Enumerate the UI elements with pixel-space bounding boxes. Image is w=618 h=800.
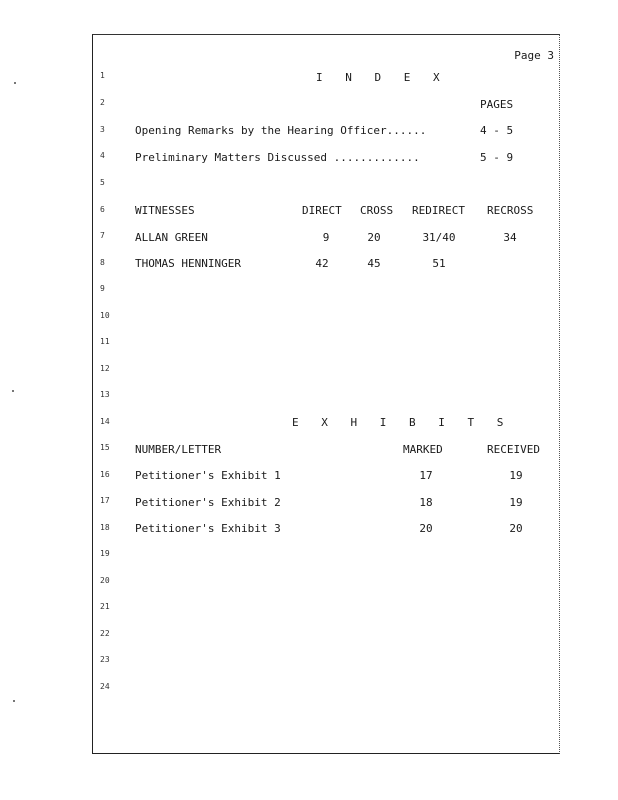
transcript-page-frame <box>92 34 560 754</box>
exhibit-name: Petitioner's Exhibit 1 <box>135 469 281 482</box>
line-number: 3 <box>100 125 105 134</box>
scan-speck <box>12 390 14 392</box>
index-entry-pages: 5 - 9 <box>480 151 514 164</box>
line-number: 12 <box>100 364 110 373</box>
witness-redirect: 51 <box>432 257 446 270</box>
line-number: 21 <box>100 602 110 611</box>
witness-name: THOMAS HENNINGER <box>135 257 241 270</box>
line-number: 1 <box>100 71 105 80</box>
line-number: 8 <box>100 258 105 267</box>
recross-header: RECROSS <box>487 204 534 217</box>
line-number: 10 <box>100 311 110 320</box>
line-number: 14 <box>100 417 110 426</box>
line-number: 6 <box>100 205 105 214</box>
cross-header: CROSS <box>360 204 394 217</box>
line-number: 11 <box>100 337 110 346</box>
line-number: 9 <box>100 284 105 293</box>
scan-speck <box>13 700 15 702</box>
exhibit-received: 20 <box>509 522 523 535</box>
redirect-header: REDIRECT <box>412 204 465 217</box>
witness-cross: 45 <box>367 257 381 270</box>
line-number: 20 <box>100 576 110 585</box>
line-number: 7 <box>100 231 105 240</box>
index-title: I N D E X <box>316 71 448 84</box>
witness-redirect: 31/40 <box>422 231 456 244</box>
exhibit-marked: 17 <box>419 469 433 482</box>
witness-name: ALLAN GREEN <box>135 231 208 244</box>
line-number: 22 <box>100 629 110 638</box>
index-entry-label: Opening Remarks by the Hearing Officer...... <box>135 124 427 137</box>
witness-recross: 34 <box>503 231 517 244</box>
scan-speck <box>14 82 16 84</box>
line-number: 15 <box>100 443 110 452</box>
received-header: RECEIVED <box>487 443 540 456</box>
page-label: Page 3 <box>514 49 554 62</box>
exhibit-marked: 18 <box>419 496 433 509</box>
line-number: 19 <box>100 549 110 558</box>
witness-cross: 20 <box>367 231 381 244</box>
index-entry-pages: 4 - 5 <box>480 124 514 137</box>
witness-direct: 42 <box>315 257 329 270</box>
line-number: 16 <box>100 470 110 479</box>
line-number: 5 <box>100 178 105 187</box>
exhibit-marked: 20 <box>419 522 433 535</box>
line-number: 23 <box>100 655 110 664</box>
line-number: 18 <box>100 523 110 532</box>
exhibits-title: E X H I B I T S <box>292 416 512 429</box>
line-number: 17 <box>100 496 110 505</box>
number-letter-header: NUMBER/LETTER <box>135 443 222 456</box>
exhibit-received: 19 <box>509 469 523 482</box>
exhibit-name: Petitioner's Exhibit 2 <box>135 496 281 509</box>
index-entry-label: Preliminary Matters Discussed ............. <box>135 151 420 164</box>
witness-direct: 9 <box>322 231 330 244</box>
pages-header: PAGES <box>480 98 514 111</box>
exhibit-received: 19 <box>509 496 523 509</box>
line-number: 4 <box>100 151 105 160</box>
line-number: 13 <box>100 390 110 399</box>
witnesses-header: WITNESSES <box>135 204 195 217</box>
direct-header: DIRECT <box>302 204 342 217</box>
marked-header: MARKED <box>403 443 443 456</box>
line-number: 24 <box>100 682 110 691</box>
line-number: 2 <box>100 98 105 107</box>
exhibit-name: Petitioner's Exhibit 3 <box>135 522 281 535</box>
